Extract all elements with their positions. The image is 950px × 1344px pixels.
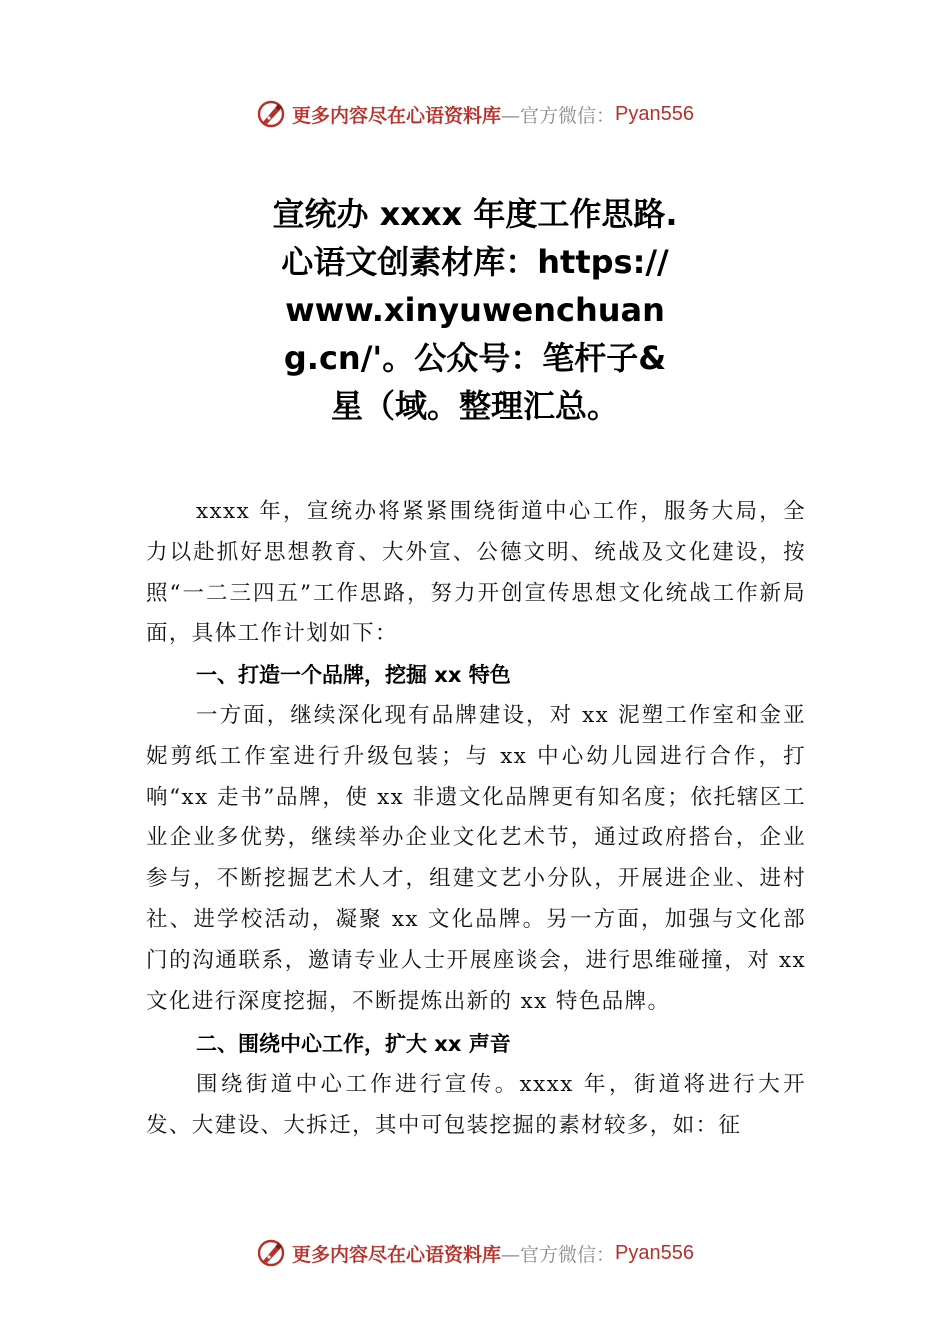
banner-main-text: 更多内容尽在心语资料库 (292, 1243, 502, 1266)
header-watermark-banner (0, 94, 950, 134)
banner-main-text: 更多内容尽在心语资料库 (292, 104, 502, 127)
intro-paragraph: xxxx 年，宣统办将紧紧围绕街道中心工作，服务大局，全力以赴抓好思想教育、大外宣、公德文明、统战及文化建设，按照“一二三四五”工作思路，努力开创宣传思想文化统战工作新局面，具体工作计划如下： (146, 499, 806, 647)
document-title: 宣统办 xxxx 年度工作思路.心语文创素材库：https://www.xinyuwenchuang.cn/'。公众号：笔杆子&星（域。整理汇总。 (272, 195, 678, 425)
footer-watermark-banner (0, 1233, 950, 1273)
document-body (146, 492, 806, 1147)
banner-sub-text: —官方微信： (501, 1243, 616, 1266)
banner-wechat-id: Pyan556 (615, 102, 694, 125)
banner-wechat-id: Pyan556 (615, 1241, 694, 1264)
section-1-paragraph: 一方面，继续深化现有品牌建设，对 xx 泥塑工作室和金亚妮剪纸工作室进行升级包装；与 xx 中心幼儿园进行合作，打响“xx 走书”品牌，使 xx 非遗文化品牌更有知名度；依托辖区工业企业多优势，继续举办企业文化艺术节，通过政府搭台，企业参与，不断挖掘艺术人才，组建文艺小分队，开展进企业、进村社、进学校活动，凝聚 xx 文化品牌。另一方面，加强与文化部门的沟通联系，邀请专业人士开展座谈会，进行思维碰撞，对 xx 文化进行深度挖掘，不断提炼出新的 xx 特色品牌。 (146, 702, 806, 1014)
section-2-heading: 二、围绕中心工作，扩大 xx 声音 (196, 1032, 511, 1057)
pen-nib-logo-icon (256, 99, 286, 129)
section-1-heading: 一、打造一个品牌，挖掘 xx 特色 (196, 663, 511, 688)
banner-sub-text: —官方微信： (501, 104, 616, 127)
pen-nib-logo-icon (256, 1238, 286, 1268)
section-2-paragraph: 围绕街道中心工作进行宣传。xxxx 年，街道将进行大开发、大建设、大拆迁，其中可包装挖掘的素材较多，如：征 (146, 1072, 806, 1138)
